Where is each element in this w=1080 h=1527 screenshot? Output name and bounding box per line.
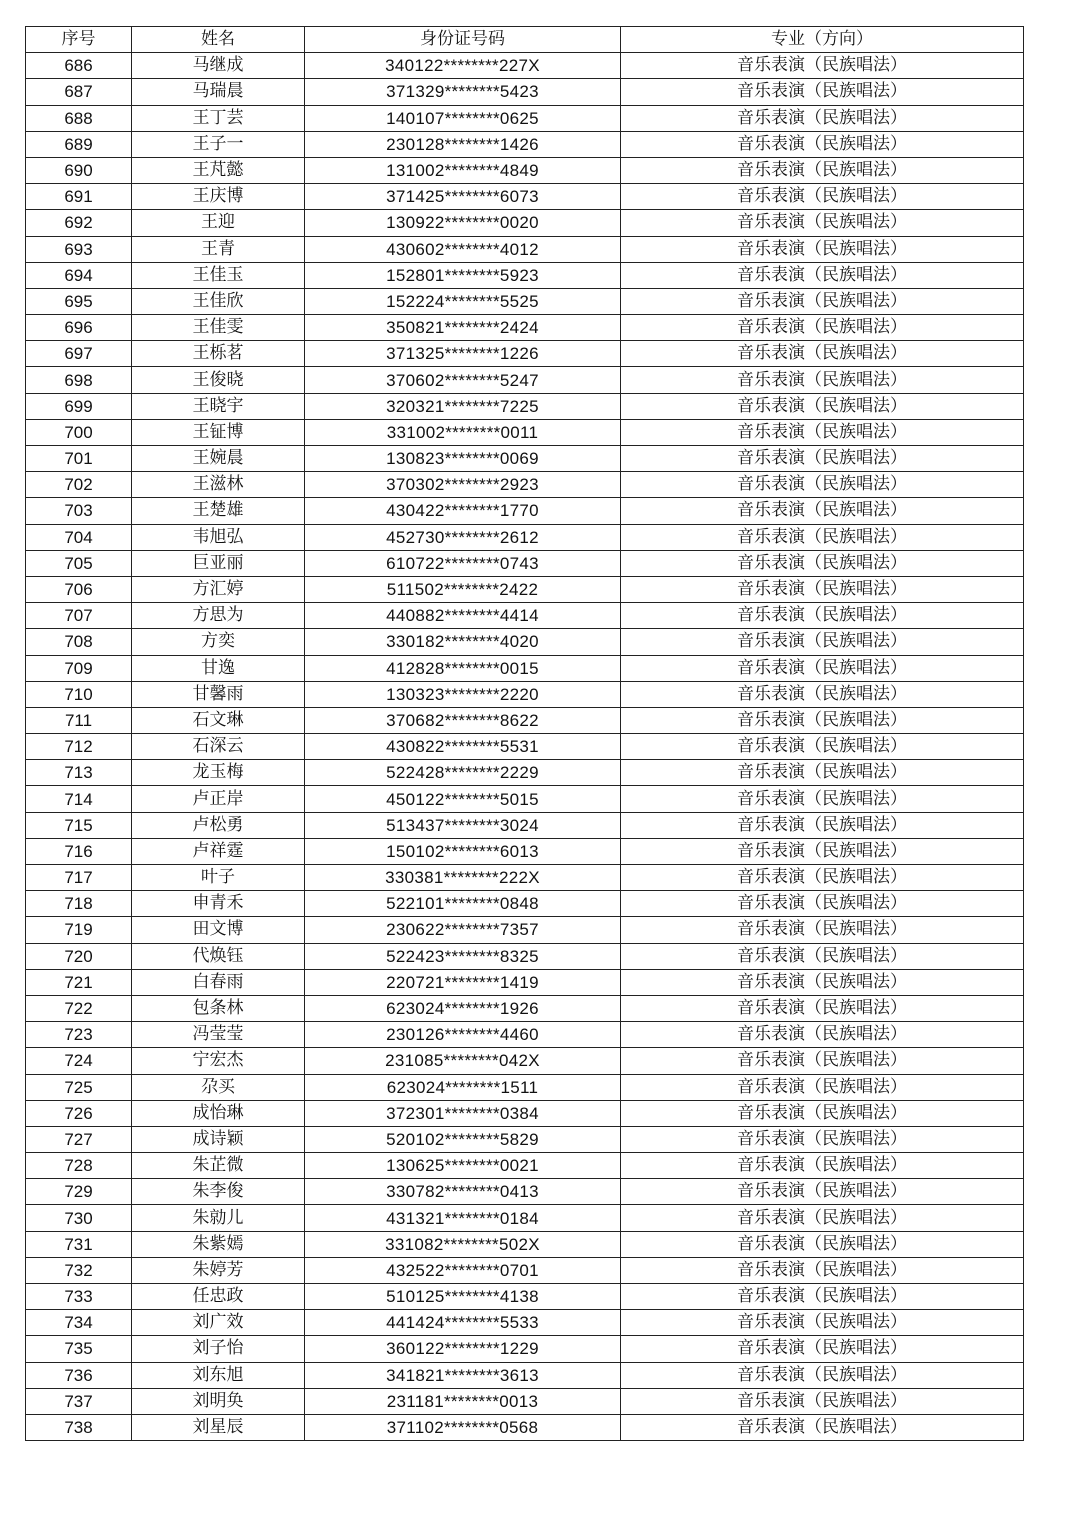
id-number-cell: 440882********4414 bbox=[305, 603, 621, 629]
serial-number-cell: 728 bbox=[26, 1153, 132, 1179]
table-row bbox=[26, 210, 1024, 236]
name-cell: 刘东旭 bbox=[132, 1362, 305, 1388]
serial-number-cell: 686 bbox=[26, 53, 132, 79]
name-cell: 王迎 bbox=[132, 210, 305, 236]
major-cell: 音乐表演（民族唱法） bbox=[621, 891, 1024, 917]
major-cell: 音乐表演（民族唱法） bbox=[621, 995, 1024, 1021]
serial-number-cell: 730 bbox=[26, 1205, 132, 1231]
name-cell: 王青 bbox=[132, 236, 305, 262]
id-number-cell: 430822********5531 bbox=[305, 734, 621, 760]
table-row bbox=[26, 1074, 1024, 1100]
table-row bbox=[26, 53, 1024, 79]
table-row bbox=[26, 472, 1024, 498]
name-cell: 马继成 bbox=[132, 53, 305, 79]
serial-number-cell: 708 bbox=[26, 629, 132, 655]
name-cell: 马瑞晨 bbox=[132, 79, 305, 105]
serial-number-cell: 731 bbox=[26, 1231, 132, 1257]
name-cell: 朱婷芳 bbox=[132, 1257, 305, 1283]
name-cell: 石文琳 bbox=[132, 707, 305, 733]
table-row bbox=[26, 288, 1024, 314]
id-number-cell: 522101********0848 bbox=[305, 891, 621, 917]
major-cell: 音乐表演（民族唱法） bbox=[621, 288, 1024, 314]
id-number-cell: 520102********5829 bbox=[305, 1126, 621, 1152]
table-row bbox=[26, 1205, 1024, 1231]
id-number-cell: 452730********2612 bbox=[305, 524, 621, 550]
serial-number-cell: 704 bbox=[26, 524, 132, 550]
name-cell: 方奕 bbox=[132, 629, 305, 655]
table-row bbox=[26, 629, 1024, 655]
major-cell: 音乐表演（民族唱法） bbox=[621, 917, 1024, 943]
major-cell: 音乐表演（民族唱法） bbox=[621, 1022, 1024, 1048]
major-cell: 音乐表演（民族唱法） bbox=[621, 629, 1024, 655]
table-row bbox=[26, 734, 1024, 760]
id-number-cell: 371329********5423 bbox=[305, 79, 621, 105]
id-number-cell: 431321********0184 bbox=[305, 1205, 621, 1231]
id-number-cell: 371325********1226 bbox=[305, 341, 621, 367]
name-cell: 成诗颖 bbox=[132, 1126, 305, 1152]
major-cell: 音乐表演（民族唱法） bbox=[621, 603, 1024, 629]
name-cell: 王婉晨 bbox=[132, 446, 305, 472]
id-number-cell: 510125********4138 bbox=[305, 1284, 621, 1310]
serial-number-cell: 687 bbox=[26, 79, 132, 105]
serial-number-cell: 738 bbox=[26, 1414, 132, 1440]
id-number-cell: 610722********0743 bbox=[305, 550, 621, 576]
name-cell: 尕买 bbox=[132, 1074, 305, 1100]
major-cell: 音乐表演（民族唱法） bbox=[621, 1336, 1024, 1362]
serial-number-cell: 717 bbox=[26, 865, 132, 891]
major-cell: 音乐表演（民族唱法） bbox=[621, 210, 1024, 236]
serial-number-cell: 719 bbox=[26, 917, 132, 943]
table-row bbox=[26, 315, 1024, 341]
serial-number-cell: 713 bbox=[26, 760, 132, 786]
serial-number-cell: 725 bbox=[26, 1074, 132, 1100]
major-cell: 音乐表演（民族唱法） bbox=[621, 681, 1024, 707]
major-cell: 音乐表演（民族唱法） bbox=[621, 1231, 1024, 1257]
major-cell: 音乐表演（民族唱法） bbox=[621, 1153, 1024, 1179]
serial-number-cell: 688 bbox=[26, 105, 132, 131]
major-cell: 音乐表演（民族唱法） bbox=[621, 1388, 1024, 1414]
id-number-cell: 412828********0015 bbox=[305, 655, 621, 681]
id-number-cell: 152801********5923 bbox=[305, 262, 621, 288]
name-cell: 刘明奂 bbox=[132, 1388, 305, 1414]
major-cell: 音乐表演（民族唱法） bbox=[621, 472, 1024, 498]
table-row bbox=[26, 1231, 1024, 1257]
table-row bbox=[26, 550, 1024, 576]
name-cell: 卢松勇 bbox=[132, 812, 305, 838]
table-row bbox=[26, 1284, 1024, 1310]
name-cell: 刘星辰 bbox=[132, 1414, 305, 1440]
major-cell: 音乐表演（民族唱法） bbox=[621, 969, 1024, 995]
id-number-cell: 623024********1926 bbox=[305, 995, 621, 1021]
id-number-cell: 370302********2923 bbox=[305, 472, 621, 498]
serial-number-cell: 692 bbox=[26, 210, 132, 236]
major-cell: 音乐表演（民族唱法） bbox=[621, 367, 1024, 393]
name-cell: 龙玉梅 bbox=[132, 760, 305, 786]
id-number-cell: 152224********5525 bbox=[305, 288, 621, 314]
id-number-cell: 360122********1229 bbox=[305, 1336, 621, 1362]
table-row bbox=[26, 1362, 1024, 1388]
major-cell: 音乐表演（民族唱法） bbox=[621, 707, 1024, 733]
id-number-cell: 350821********2424 bbox=[305, 315, 621, 341]
serial-number-cell: 729 bbox=[26, 1179, 132, 1205]
serial-number-cell: 726 bbox=[26, 1100, 132, 1126]
name-cell: 朱李俊 bbox=[132, 1179, 305, 1205]
id-number-cell: 331002********0011 bbox=[305, 419, 621, 445]
major-cell: 音乐表演（民族唱法） bbox=[621, 1074, 1024, 1100]
serial-number-cell: 703 bbox=[26, 498, 132, 524]
table-row bbox=[26, 969, 1024, 995]
serial-number-cell: 694 bbox=[26, 262, 132, 288]
table-row bbox=[26, 79, 1024, 105]
major-cell: 音乐表演（民族唱法） bbox=[621, 838, 1024, 864]
table-row bbox=[26, 1336, 1024, 1362]
table-row bbox=[26, 498, 1024, 524]
serial-number-cell: 695 bbox=[26, 288, 132, 314]
id-number-cell: 623024********1511 bbox=[305, 1074, 621, 1100]
serial-number-cell: 701 bbox=[26, 446, 132, 472]
major-cell: 音乐表演（民族唱法） bbox=[621, 1362, 1024, 1388]
table-row bbox=[26, 1153, 1024, 1179]
major-cell: 音乐表演（民族唱法） bbox=[621, 1414, 1024, 1440]
table-row bbox=[26, 1179, 1024, 1205]
id-number-cell: 230622********7357 bbox=[305, 917, 621, 943]
name-cell: 巨亚丽 bbox=[132, 550, 305, 576]
id-number-cell: 370682********8622 bbox=[305, 707, 621, 733]
table-row bbox=[26, 760, 1024, 786]
name-cell: 王子一 bbox=[132, 131, 305, 157]
serial-number-cell: 689 bbox=[26, 131, 132, 157]
table-row bbox=[26, 576, 1024, 602]
major-cell: 音乐表演（民族唱法） bbox=[621, 1179, 1024, 1205]
table-row bbox=[26, 1126, 1024, 1152]
major-cell: 音乐表演（民族唱法） bbox=[621, 393, 1024, 419]
serial-number-cell: 732 bbox=[26, 1257, 132, 1283]
id-number-cell: 220721********1419 bbox=[305, 969, 621, 995]
name-cell: 朱芷微 bbox=[132, 1153, 305, 1179]
name-cell: 包条林 bbox=[132, 995, 305, 1021]
table-row bbox=[26, 995, 1024, 1021]
id-number-cell: 330381********222X bbox=[305, 865, 621, 891]
name-cell: 卢祥霆 bbox=[132, 838, 305, 864]
table-row bbox=[26, 1414, 1024, 1440]
serial-number-cell: 693 bbox=[26, 236, 132, 262]
name-cell: 叶子 bbox=[132, 865, 305, 891]
name-cell: 韦旭弘 bbox=[132, 524, 305, 550]
serial-number-cell: 699 bbox=[26, 393, 132, 419]
serial-number-cell: 736 bbox=[26, 1362, 132, 1388]
major-cell: 音乐表演（民族唱法） bbox=[621, 865, 1024, 891]
table-row bbox=[26, 184, 1024, 210]
table-row bbox=[26, 446, 1024, 472]
major-cell: 音乐表演（民族唱法） bbox=[621, 53, 1024, 79]
name-cell: 田文博 bbox=[132, 917, 305, 943]
serial-number-cell: 715 bbox=[26, 812, 132, 838]
serial-number-cell: 722 bbox=[26, 995, 132, 1021]
id-number-cell: 341821********3613 bbox=[305, 1362, 621, 1388]
table-row bbox=[26, 393, 1024, 419]
table-row bbox=[26, 917, 1024, 943]
serial-number-cell: 706 bbox=[26, 576, 132, 602]
major-cell: 音乐表演（民族唱法） bbox=[621, 655, 1024, 681]
id-number-cell: 140107********0625 bbox=[305, 105, 621, 131]
major-cell: 音乐表演（民族唱法） bbox=[621, 1126, 1024, 1152]
id-number-cell: 331082********502X bbox=[305, 1231, 621, 1257]
name-cell: 王栎茗 bbox=[132, 341, 305, 367]
student-list-table bbox=[25, 26, 1024, 1441]
header-name: 姓名 bbox=[132, 27, 305, 53]
name-cell: 任忠政 bbox=[132, 1284, 305, 1310]
serial-number-cell: 690 bbox=[26, 157, 132, 183]
table-row bbox=[26, 367, 1024, 393]
major-cell: 音乐表演（民族唱法） bbox=[621, 262, 1024, 288]
id-number-cell: 231181********0013 bbox=[305, 1388, 621, 1414]
name-cell: 王丁芸 bbox=[132, 105, 305, 131]
id-number-cell: 320321********7225 bbox=[305, 393, 621, 419]
id-number-cell: 522428********2229 bbox=[305, 760, 621, 786]
serial-number-cell: 733 bbox=[26, 1284, 132, 1310]
id-number-cell: 231085********042X bbox=[305, 1048, 621, 1074]
name-cell: 王楚雄 bbox=[132, 498, 305, 524]
name-cell: 刘子怡 bbox=[132, 1336, 305, 1362]
id-number-cell: 330782********0413 bbox=[305, 1179, 621, 1205]
serial-number-cell: 734 bbox=[26, 1310, 132, 1336]
major-cell: 音乐表演（民族唱法） bbox=[621, 524, 1024, 550]
name-cell: 甘馨雨 bbox=[132, 681, 305, 707]
serial-number-cell: 723 bbox=[26, 1022, 132, 1048]
serial-number-cell: 721 bbox=[26, 969, 132, 995]
id-number-cell: 511502********2422 bbox=[305, 576, 621, 602]
serial-number-cell: 727 bbox=[26, 1126, 132, 1152]
id-number-cell: 441424********5533 bbox=[305, 1310, 621, 1336]
serial-number-cell: 735 bbox=[26, 1336, 132, 1362]
serial-number-cell: 737 bbox=[26, 1388, 132, 1414]
serial-number-cell: 696 bbox=[26, 315, 132, 341]
serial-number-cell: 710 bbox=[26, 681, 132, 707]
name-cell: 白春雨 bbox=[132, 969, 305, 995]
name-cell: 王佳雯 bbox=[132, 315, 305, 341]
header-id-number: 身份证号码 bbox=[305, 27, 621, 53]
major-cell: 音乐表演（民族唱法） bbox=[621, 419, 1024, 445]
table-row bbox=[26, 707, 1024, 733]
major-cell: 音乐表演（民族唱法） bbox=[621, 446, 1024, 472]
table-row bbox=[26, 524, 1024, 550]
major-cell: 音乐表演（民族唱法） bbox=[621, 812, 1024, 838]
major-cell: 音乐表演（民族唱法） bbox=[621, 184, 1024, 210]
name-cell: 石深云 bbox=[132, 734, 305, 760]
id-number-cell: 130323********2220 bbox=[305, 681, 621, 707]
major-cell: 音乐表演（民族唱法） bbox=[621, 1310, 1024, 1336]
id-number-cell: 450122********5015 bbox=[305, 786, 621, 812]
table-row bbox=[26, 1022, 1024, 1048]
table-row bbox=[26, 655, 1024, 681]
id-number-cell: 513437********3024 bbox=[305, 812, 621, 838]
id-number-cell: 230126********4460 bbox=[305, 1022, 621, 1048]
id-number-cell: 340122********227X bbox=[305, 53, 621, 79]
table-header-row bbox=[26, 27, 1024, 53]
major-cell: 音乐表演（民族唱法） bbox=[621, 105, 1024, 131]
id-number-cell: 230128********1426 bbox=[305, 131, 621, 157]
name-cell: 刘广效 bbox=[132, 1310, 305, 1336]
table-row bbox=[26, 157, 1024, 183]
table-row bbox=[26, 1388, 1024, 1414]
major-cell: 音乐表演（民族唱法） bbox=[621, 786, 1024, 812]
major-cell: 音乐表演（民族唱法） bbox=[621, 734, 1024, 760]
major-cell: 音乐表演（民族唱法） bbox=[621, 760, 1024, 786]
serial-number-cell: 714 bbox=[26, 786, 132, 812]
name-cell: 代焕钰 bbox=[132, 943, 305, 969]
serial-number-cell: 720 bbox=[26, 943, 132, 969]
major-cell: 音乐表演（民族唱法） bbox=[621, 79, 1024, 105]
table-row bbox=[26, 131, 1024, 157]
table-row bbox=[26, 1310, 1024, 1336]
serial-number-cell: 697 bbox=[26, 341, 132, 367]
id-number-cell: 370602********5247 bbox=[305, 367, 621, 393]
table-row bbox=[26, 105, 1024, 131]
id-number-cell: 130823********0069 bbox=[305, 446, 621, 472]
major-cell: 音乐表演（民族唱法） bbox=[621, 236, 1024, 262]
table-row bbox=[26, 891, 1024, 917]
major-cell: 音乐表演（民族唱法） bbox=[621, 1205, 1024, 1231]
name-cell: 申青禾 bbox=[132, 891, 305, 917]
major-cell: 音乐表演（民族唱法） bbox=[621, 131, 1024, 157]
id-number-cell: 430422********1770 bbox=[305, 498, 621, 524]
major-cell: 音乐表演（民族唱法） bbox=[621, 576, 1024, 602]
id-number-cell: 130625********0021 bbox=[305, 1153, 621, 1179]
id-number-cell: 522423********8325 bbox=[305, 943, 621, 969]
name-cell: 王俊晓 bbox=[132, 367, 305, 393]
serial-number-cell: 702 bbox=[26, 472, 132, 498]
major-cell: 音乐表演（民族唱法） bbox=[621, 943, 1024, 969]
serial-number-cell: 724 bbox=[26, 1048, 132, 1074]
major-cell: 音乐表演（民族唱法） bbox=[621, 1284, 1024, 1310]
name-cell: 王芃懿 bbox=[132, 157, 305, 183]
major-cell: 音乐表演（民族唱法） bbox=[621, 498, 1024, 524]
major-cell: 音乐表演（民族唱法） bbox=[621, 1257, 1024, 1283]
table-row bbox=[26, 262, 1024, 288]
name-cell: 方汇婷 bbox=[132, 576, 305, 602]
table-row bbox=[26, 786, 1024, 812]
table-row bbox=[26, 681, 1024, 707]
name-cell: 卢正岸 bbox=[132, 786, 305, 812]
name-cell: 方思为 bbox=[132, 603, 305, 629]
serial-number-cell: 718 bbox=[26, 891, 132, 917]
id-number-cell: 430602********4012 bbox=[305, 236, 621, 262]
major-cell: 音乐表演（民族唱法） bbox=[621, 341, 1024, 367]
major-cell: 音乐表演（民族唱法） bbox=[621, 1100, 1024, 1126]
table-body bbox=[26, 53, 1024, 1441]
name-cell: 成怡琳 bbox=[132, 1100, 305, 1126]
major-cell: 音乐表演（民族唱法） bbox=[621, 550, 1024, 576]
major-cell: 音乐表演（民族唱法） bbox=[621, 315, 1024, 341]
table-row bbox=[26, 1257, 1024, 1283]
table-row bbox=[26, 236, 1024, 262]
name-cell: 王佳玉 bbox=[132, 262, 305, 288]
name-cell: 朱勍儿 bbox=[132, 1205, 305, 1231]
id-number-cell: 371425********6073 bbox=[305, 184, 621, 210]
id-number-cell: 150102********6013 bbox=[305, 838, 621, 864]
id-number-cell: 371102********0568 bbox=[305, 1414, 621, 1440]
name-cell: 王庆博 bbox=[132, 184, 305, 210]
serial-number-cell: 705 bbox=[26, 550, 132, 576]
id-number-cell: 372301********0384 bbox=[305, 1100, 621, 1126]
header-serial-number: 序号 bbox=[26, 27, 132, 53]
table-row bbox=[26, 341, 1024, 367]
serial-number-cell: 691 bbox=[26, 184, 132, 210]
serial-number-cell: 712 bbox=[26, 734, 132, 760]
table-row bbox=[26, 419, 1024, 445]
name-cell: 王晓宇 bbox=[132, 393, 305, 419]
table-row bbox=[26, 812, 1024, 838]
name-cell: 宁宏杰 bbox=[132, 1048, 305, 1074]
id-number-cell: 330182********4020 bbox=[305, 629, 621, 655]
header-major: 专业（方向） bbox=[621, 27, 1024, 53]
table-row bbox=[26, 838, 1024, 864]
name-cell: 甘逸 bbox=[132, 655, 305, 681]
table-row bbox=[26, 943, 1024, 969]
serial-number-cell: 700 bbox=[26, 419, 132, 445]
serial-number-cell: 698 bbox=[26, 367, 132, 393]
table-row bbox=[26, 603, 1024, 629]
serial-number-cell: 707 bbox=[26, 603, 132, 629]
id-number-cell: 131002********4849 bbox=[305, 157, 621, 183]
major-cell: 音乐表演（民族唱法） bbox=[621, 157, 1024, 183]
table-row bbox=[26, 1100, 1024, 1126]
id-number-cell: 130922********0020 bbox=[305, 210, 621, 236]
name-cell: 冯莹莹 bbox=[132, 1022, 305, 1048]
name-cell: 朱紫嫣 bbox=[132, 1231, 305, 1257]
table-row bbox=[26, 865, 1024, 891]
name-cell: 王钲博 bbox=[132, 419, 305, 445]
serial-number-cell: 716 bbox=[26, 838, 132, 864]
serial-number-cell: 709 bbox=[26, 655, 132, 681]
major-cell: 音乐表演（民族唱法） bbox=[621, 1048, 1024, 1074]
name-cell: 王佳欣 bbox=[132, 288, 305, 314]
serial-number-cell: 711 bbox=[26, 707, 132, 733]
table-row bbox=[26, 1048, 1024, 1074]
id-number-cell: 432522********0701 bbox=[305, 1257, 621, 1283]
name-cell: 王滋林 bbox=[132, 472, 305, 498]
